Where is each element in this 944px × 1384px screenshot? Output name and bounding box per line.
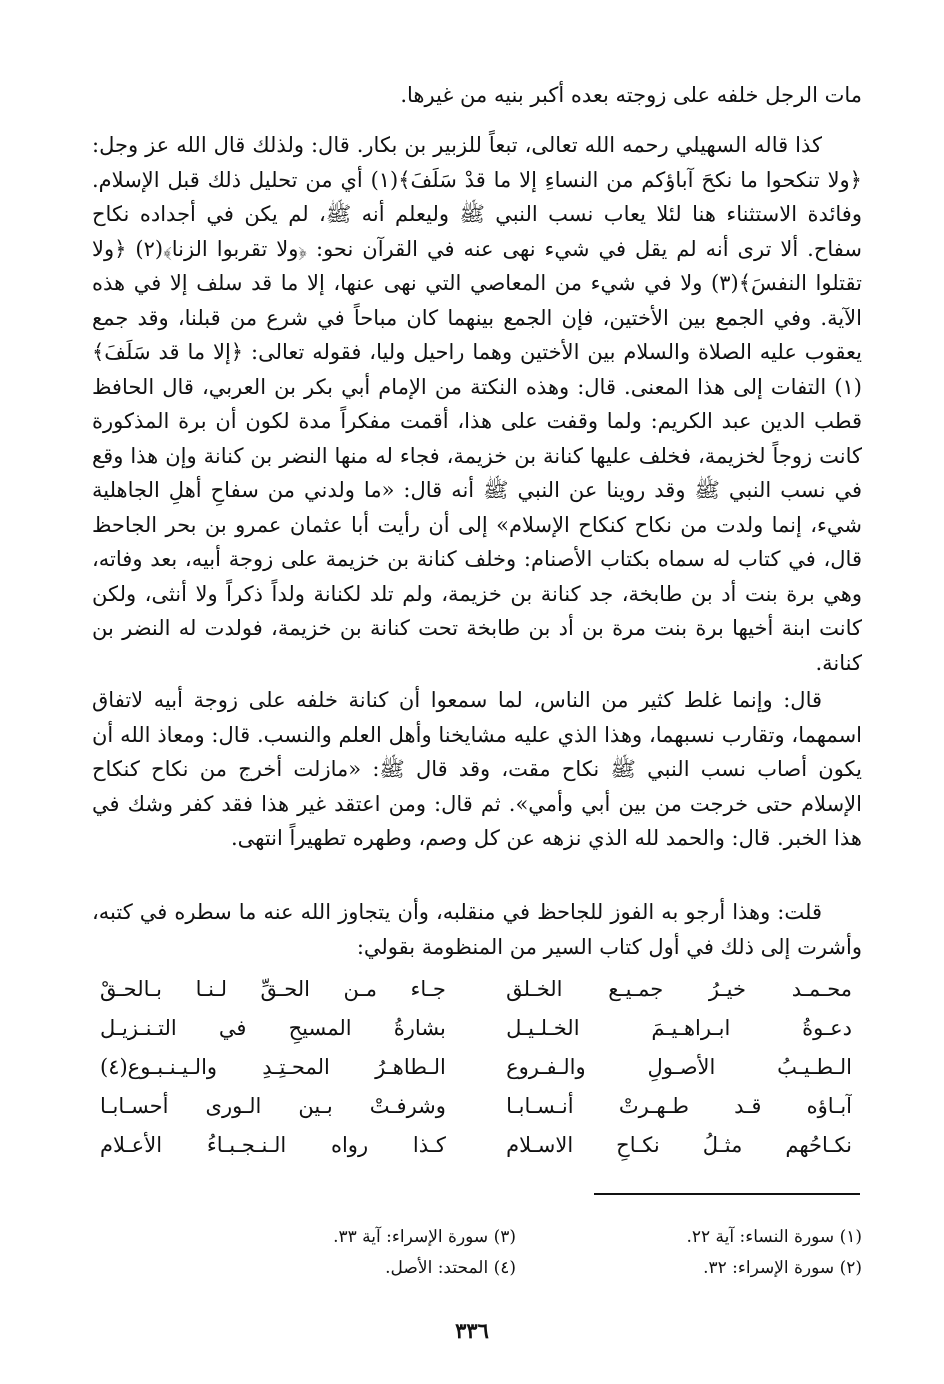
verse-first-hemistich: نكـاحُهم مثـلُ نكـاحِ الاسـلام [506, 1133, 852, 1157]
paragraph-author-note [92, 895, 862, 964]
paragraph-text: مات الرجل خلفه على زوجته بعده أكبر بنيه من غيرها. [400, 83, 862, 107]
footnote-divider [594, 1193, 860, 1195]
footnote-2: (٢) سورة الإسراء: ٣٢. [703, 1258, 862, 1278]
verse-second-hemistich: بشارةُ المسيحِ في التـنـزيـل [100, 1016, 446, 1040]
footnote-4: (٤) المحتد: الأصل. [385, 1258, 516, 1278]
footnotes [240, 1222, 862, 1284]
paragraph-text: قال: وإنما غلط كثير من الناس، لما سمعوا أن كنانة خلفه على زوجة أبيه لاتفاق اسمهما، وتقارب نسبهما، وهذا الذي عليه مشايخنا وأهل العلم والنسب. قال: ومعاذ الله أن يكون أصاب نسب النبي ﷺ نكاح مقت، وقد قال ﷺ: «مازلت أخرج من نكاح كنكاح الإسلام حتى خرجت من بين أبي وأمي». ثم قال: ومن اعتقد غير هذا فقد كفر وشك في هذا الخبر. قال: والحمد لله الذي نزهه عن كل وصم، وطهره تطهيراً انتهى. [92, 688, 862, 850]
verse-line [100, 1009, 852, 1048]
page-number: ٣٣٦ [455, 1318, 489, 1343]
paragraph-suhaili-quote [92, 128, 862, 680]
paragraph-text: كذا قاله السهيلي رحمه الله تعالى، تبعاً للزبير بن بكار. قال: ولذلك قال الله عز وجل: ﴿ولا تنكحوا ما نكحَ آباؤكم من النساءِ إلا ما قدْ سَلَفَ﴾(١) أي من تحليل ذلك قبل الإسلام. وفائدة الاستثناء هنا لئلا يعاب نسب النبي ﷺ وليعلم أنه ﷺ، لم يكن في أجداده نكاح سفاح. ألا ترى أنه لم يقل في شيء نهى عنه في القرآن نحو: ﴿ولا تقربوا الزنا﴾(٢) ﴿ولا تقتلوا النفسَ﴾(٣) ولا في شيء من المعاصي التي نهى عنها، إلا ما قد سلف إلا في هذه الآية. وفي الجمع بين الأختين، فإن الجمع بينهما كان مباحاً في شرع من قبلنا، وقد جمع يعقوب عليه الصلاة والسلام بين الأختين وهما راحيل وليا، فقوله تعالى: ﴿إلا ما قد سَلَفَ﴾(١) التفات إلى هذا المعنى. قال: وهذه النكتة من الإمام أبي بكر بن العربي، قال الحافظ قطب الدين عبد الكريم: ولما وقفت على هذا، أقمت مفكراً مدة لكون أن برة المذكورة كانت زوجاً لخزيمة، فخلف عليها كنانة بن خزيمة، فجاء له منها النضر بن كنانة وإن هذا وقع في نسب النبي ﷺ وقد روينا عن النبي ﷺ أنه قال: «ما ولدني من سفاحِ أهلِ الجاهلية شيء، إنما ولدت من نكاح كنكاح الإسلام» إلى أن رأيت أبا عثمان عمرو بن بحر الجاحظ قال، في كتاب له سماه بكتاب الأصنام: وخلف كنانة بن خزيمة على زوجة أبيه، بعد وفاته، وهي برة بنت أد بن طابخة، جد كنانة بن خزيمة، ولم تلد لكنانة ولداً ذكراً ولا أنثى، ولكن كانت ابنة أخيها برة بنت مرة بن أد بن طابخة تحت كنانة بن خزيمة، فولدت له النضر بن كنانة. [92, 133, 862, 675]
verse-first-hemistich: الـطـيـبُ الأصـولِ والـفـروع [506, 1055, 852, 1079]
verse-first-hemistich: آبـاؤه قـد طـهـرتْ أنـسـابـا [506, 1094, 852, 1118]
verse-line [100, 970, 852, 1009]
footnote-3: (٣) سورة الإسراء: آية ٣٣. [333, 1227, 516, 1247]
verse-line [100, 1126, 852, 1165]
paragraph-opening [92, 78, 862, 113]
footnote-1: (١) سورة النساء: آية ٢٢. [686, 1227, 862, 1247]
verse-line [100, 1087, 852, 1126]
verse-first-hemistich: دعـوةُ ابـراهـيـمَ الخـلـيـل [506, 1016, 852, 1040]
paragraph-misconception [92, 683, 862, 856]
paragraph-text: قلت: وهذا أرجو به الفوز للجاحظ في منقلبه، وأن يتجاوز الله عنه ما سطره في كتبه، وأشرت إلى ذلك في أول كتاب السير من المنظومة بقولي: [92, 900, 862, 959]
verse-first-hemistich: محـمـد خيـرُ جمـيـع الخـلق [506, 977, 852, 1001]
verse-line [100, 1048, 852, 1087]
verse-second-hemistich: الـطاهـرُ المحـتِـدِ والـيـنـبـوع(٤) [100, 1055, 446, 1079]
poem-block [100, 970, 852, 1165]
verse-second-hemistich: وشرفـتْ بـين الـورى أحسـابـا [100, 1094, 446, 1118]
verse-second-hemistich: جـاء مـن الحـقِّ لـنـا بـالحـقْ [100, 977, 446, 1001]
verse-second-hemistich: كـذا رواه الـنـجـبـاءُ الأعـلام [100, 1133, 446, 1157]
